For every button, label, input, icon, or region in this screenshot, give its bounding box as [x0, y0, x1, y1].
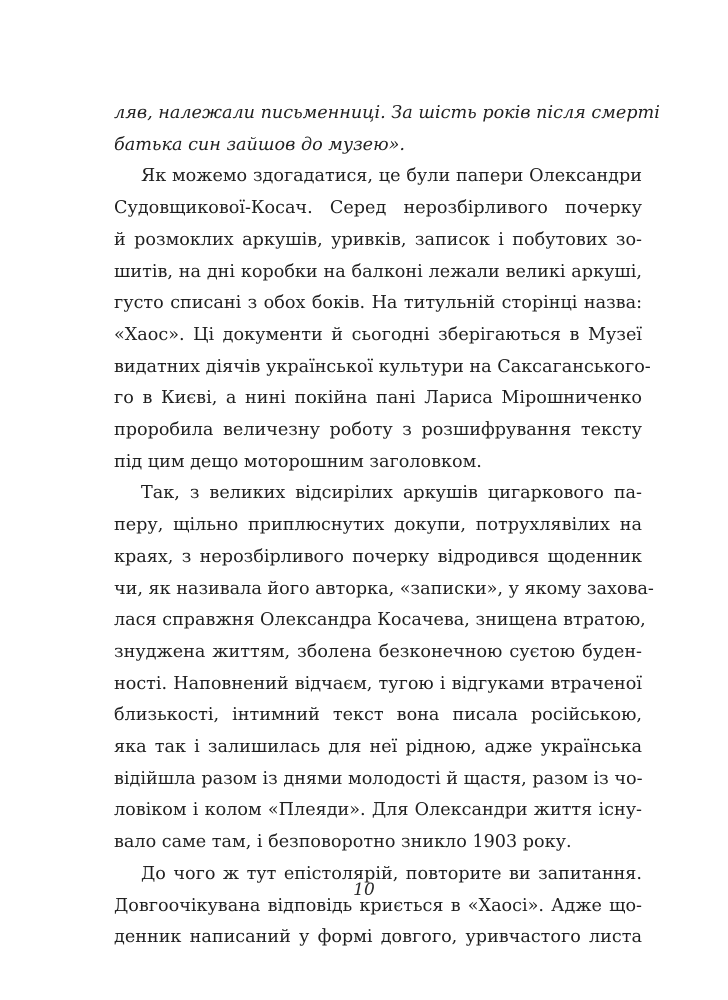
text-line: густо списані з обох боків. На титульній сторінці назва: [114, 293, 642, 314]
text-line: Судовщикової-Косач. Серед нерозбірливого почерку [114, 198, 642, 219]
text-line: перу, щільно приплюснутих докупи, потрухлявілих на [114, 515, 642, 536]
text-line: шитів, на дні коробки на балконі лежали великі аркуші, [114, 261, 642, 282]
text-line: ності. Наповнений відчаєм, тугою і відгуками втраченої [114, 673, 642, 694]
text-line: Довгоочікувана відповідь криється в «Хаосі». Адже що- [114, 895, 642, 916]
text-line: До чого ж тут епістолярій, повторите ви запитання. [141, 863, 642, 884]
text-line: Так, з великих відсирілих аркушів цигаркового па- [141, 483, 642, 504]
page-number: 10 [353, 880, 375, 900]
text-line: знуджена життям, зболена безконечною суєтою буден- [114, 641, 642, 662]
paragraph [114, 859, 642, 954]
text-line: під цим дещо моторошним заголовком. [114, 451, 482, 472]
text-line: чи, як називала його авторка, «записки», у якому захова- [114, 578, 654, 599]
text-line: краях, з нерозбірливого почерку відродився щоденник [114, 546, 642, 567]
paragraph [114, 98, 660, 161]
text-line: видатних діячів української культури на Саксаганського- [114, 356, 651, 377]
text-line: проробила величезну роботу з розшифрування тексту [114, 420, 642, 441]
text-line: ляв, належали письменниці. За шість років після смерті [114, 103, 660, 123]
text-line: денник написаний у формі довгого, уривчастого листа [114, 927, 642, 948]
text-line: вало саме там, і безповоротно зникло 1903 року. [114, 832, 572, 853]
text-line: ловіком і колом «Плеяди». Для Олександри життя існу- [114, 800, 642, 821]
text-line: яка так і залишилась для неї рідною, адже українська [114, 737, 642, 758]
text-line: го в Києві, а нині покійна пані Лариса Мірошниченко [114, 388, 642, 409]
text-line: відійшла разом із днями молодості й щастя, разом із чо- [114, 768, 643, 789]
paragraph [114, 478, 654, 858]
text-line: батька син зайшов до музею». [114, 134, 405, 155]
text-line: й розмоклих аркушів, уривків, записок і побутових зо- [114, 229, 642, 250]
text-line: «Хаос». Ці документи й сьогодні зберігаються в Музеї [114, 324, 642, 345]
paragraph [114, 161, 651, 478]
page-body [114, 98, 660, 954]
text-line: близькості, інтимний текст вона писала російською, [114, 705, 642, 726]
text-line: лася справжня Олександра Косачева, знищена втратою, [114, 610, 646, 631]
text-line: Як можемо здогадатися, це були папери Олександри [141, 166, 642, 187]
